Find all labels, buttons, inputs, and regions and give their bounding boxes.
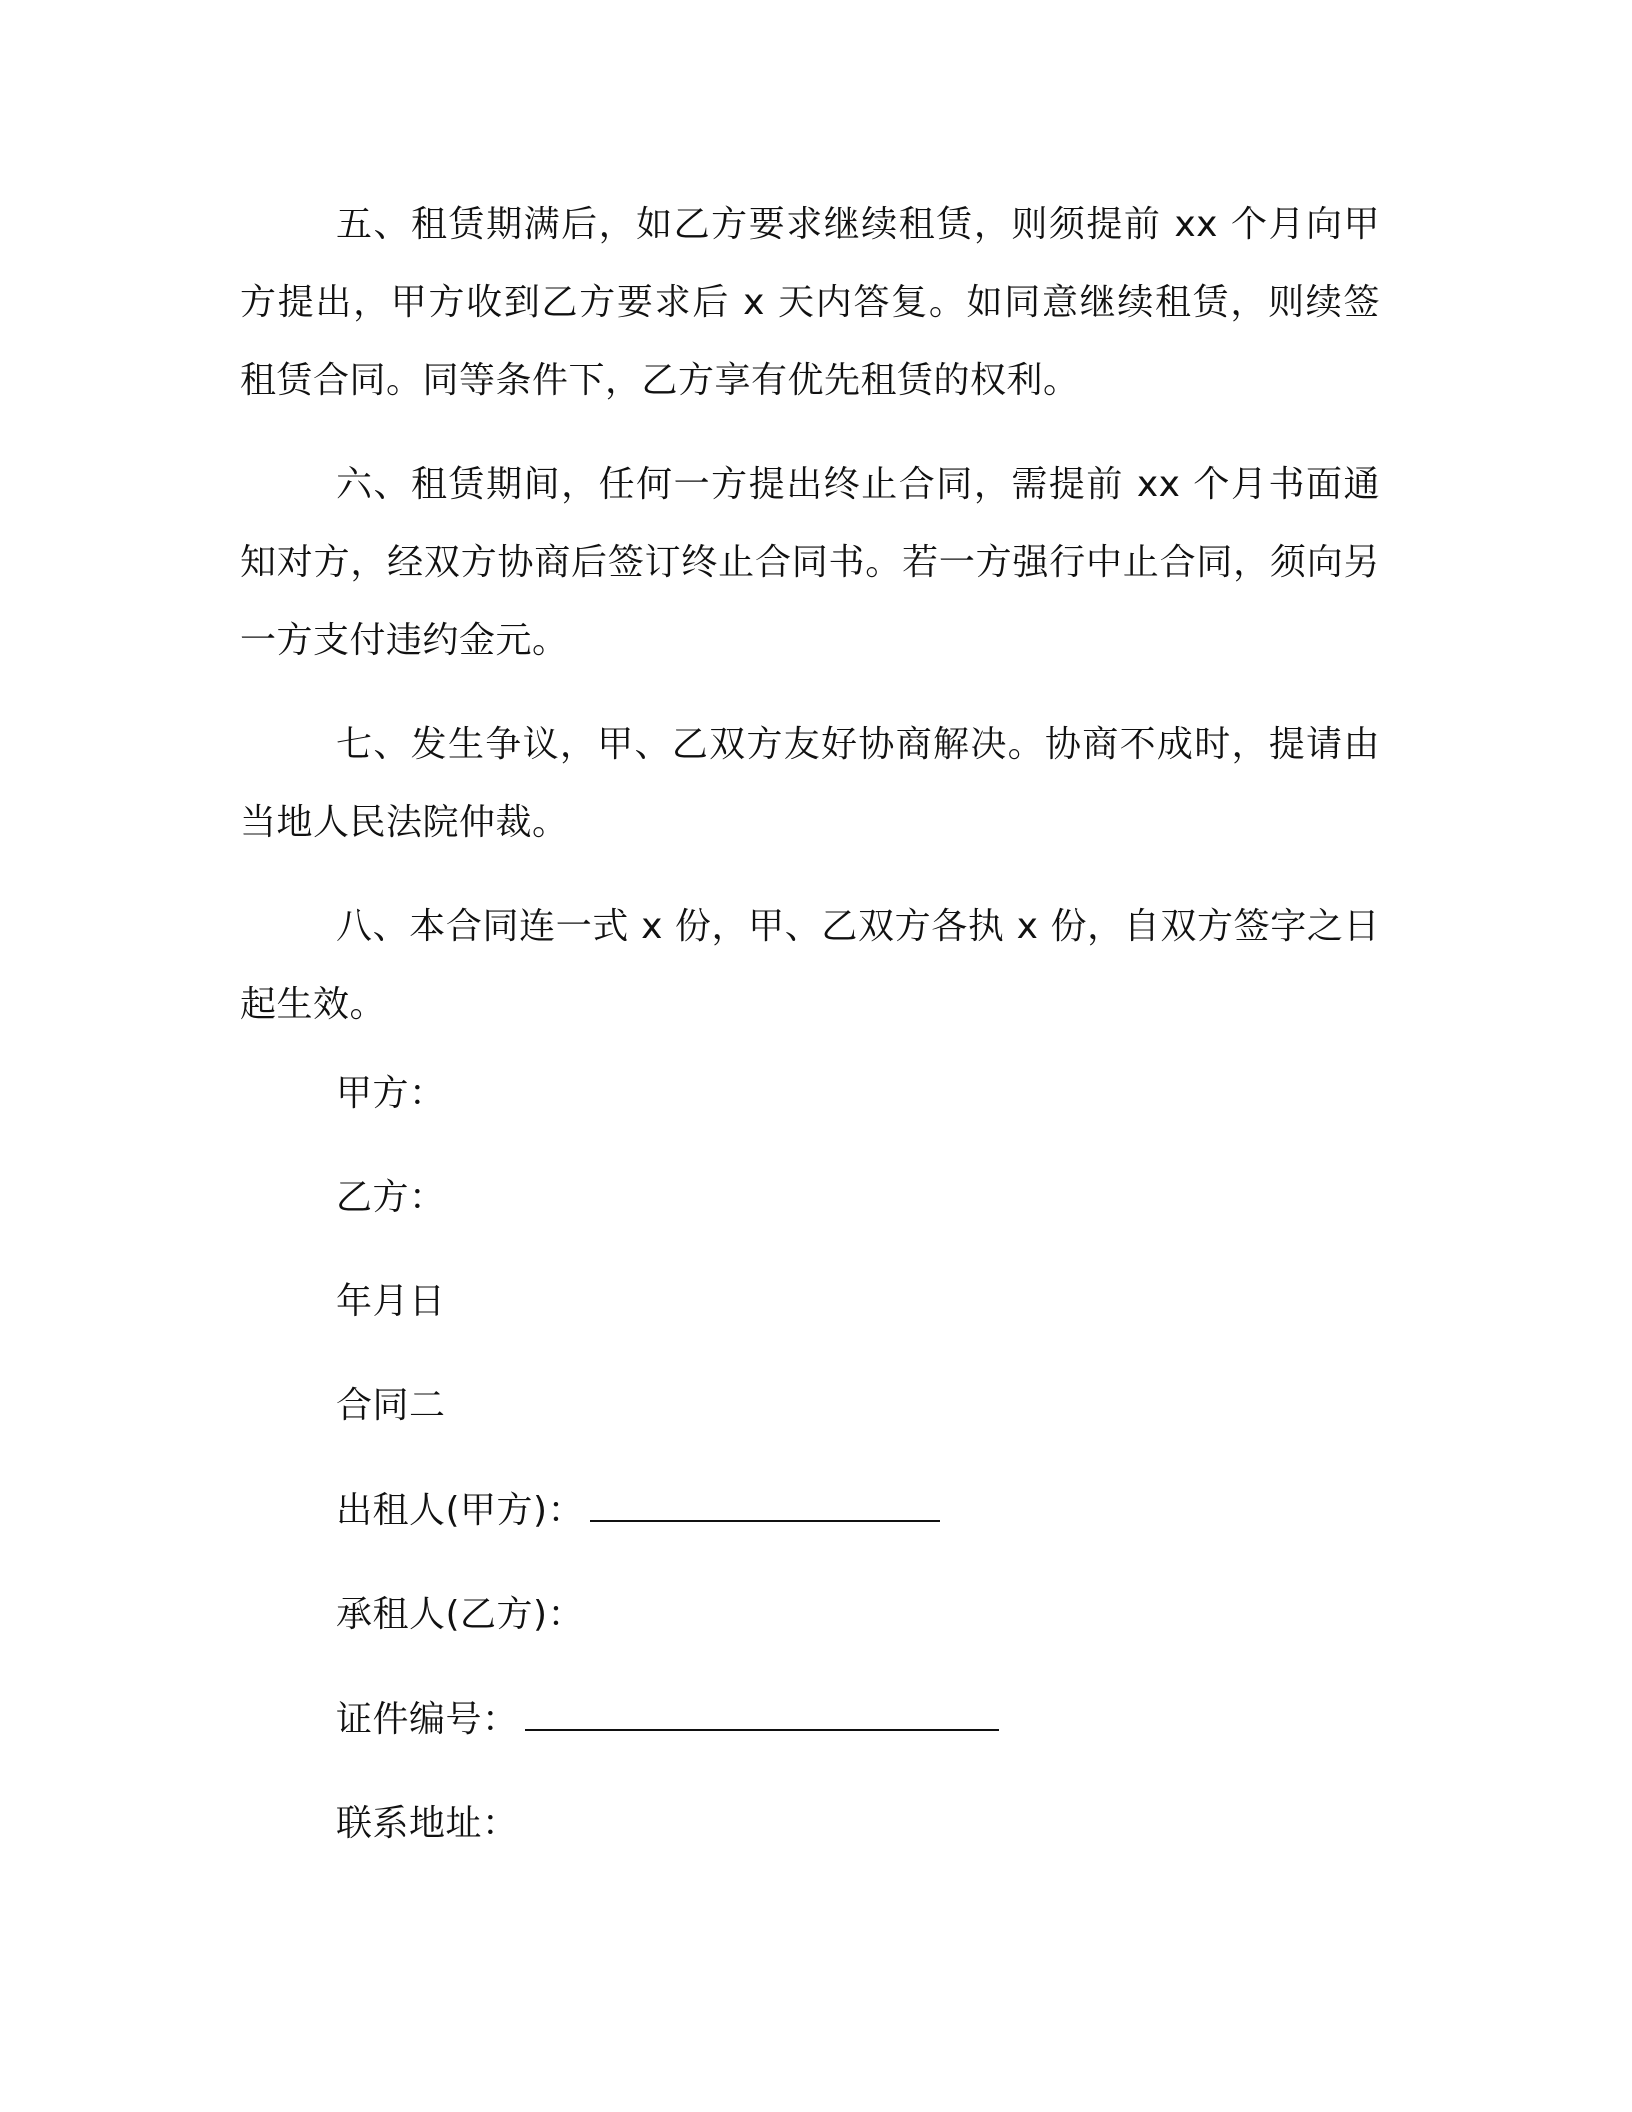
document-page [240,186,1380,1902]
address-line [240,1798,1380,1850]
section-title [240,1380,1380,1432]
lessee-label: 承租人(乙方)： [336,1594,585,1635]
lessee-line [240,1589,1380,1641]
party-a-label: 甲方： [336,1073,446,1114]
party-b-label: 乙方： [336,1177,446,1218]
clause-8: 八、本合同连一式 x 份，甲、乙双方各执 x 份，自双方签字之日起生效。 [240,906,1380,1025]
clause-5: 五、租赁期满后，如乙方要求继续租赁，则须提前 xx 个月向甲方提出，甲方收到乙方要求后 x 天内答复。如同意继续租赁，则续签租赁合同。同等条件下，乙方享有优先租赁的权利。 [240,204,1380,401]
lessor-blank [590,1484,940,1522]
lessor-label: 出租人(甲方)： [336,1490,585,1531]
id-number-label: 证件编号： [336,1699,519,1740]
lessor-line [240,1484,1380,1537]
clause-6: 六、租赁期间，任何一方提出终止合同，需提前 xx 个月书面通知对方，经双方协商后签订终止合同书。若一方强行中止合同，须向另一方支付违约金元。 [240,464,1380,661]
date-label: 年月日 [336,1281,446,1322]
party-b-line [240,1172,1380,1224]
address-label: 联系地址： [336,1803,519,1844]
date-line [240,1276,1380,1328]
id-number-blank [525,1693,999,1731]
id-number-line [240,1693,1380,1746]
clause-7: 七、发生争议，甲、乙双方友好协商解决。协商不成时，提请由当地人民法院仲裁。 [240,724,1380,843]
contract-two-heading: 合同二 [336,1385,446,1426]
party-a-line [240,1068,1380,1120]
